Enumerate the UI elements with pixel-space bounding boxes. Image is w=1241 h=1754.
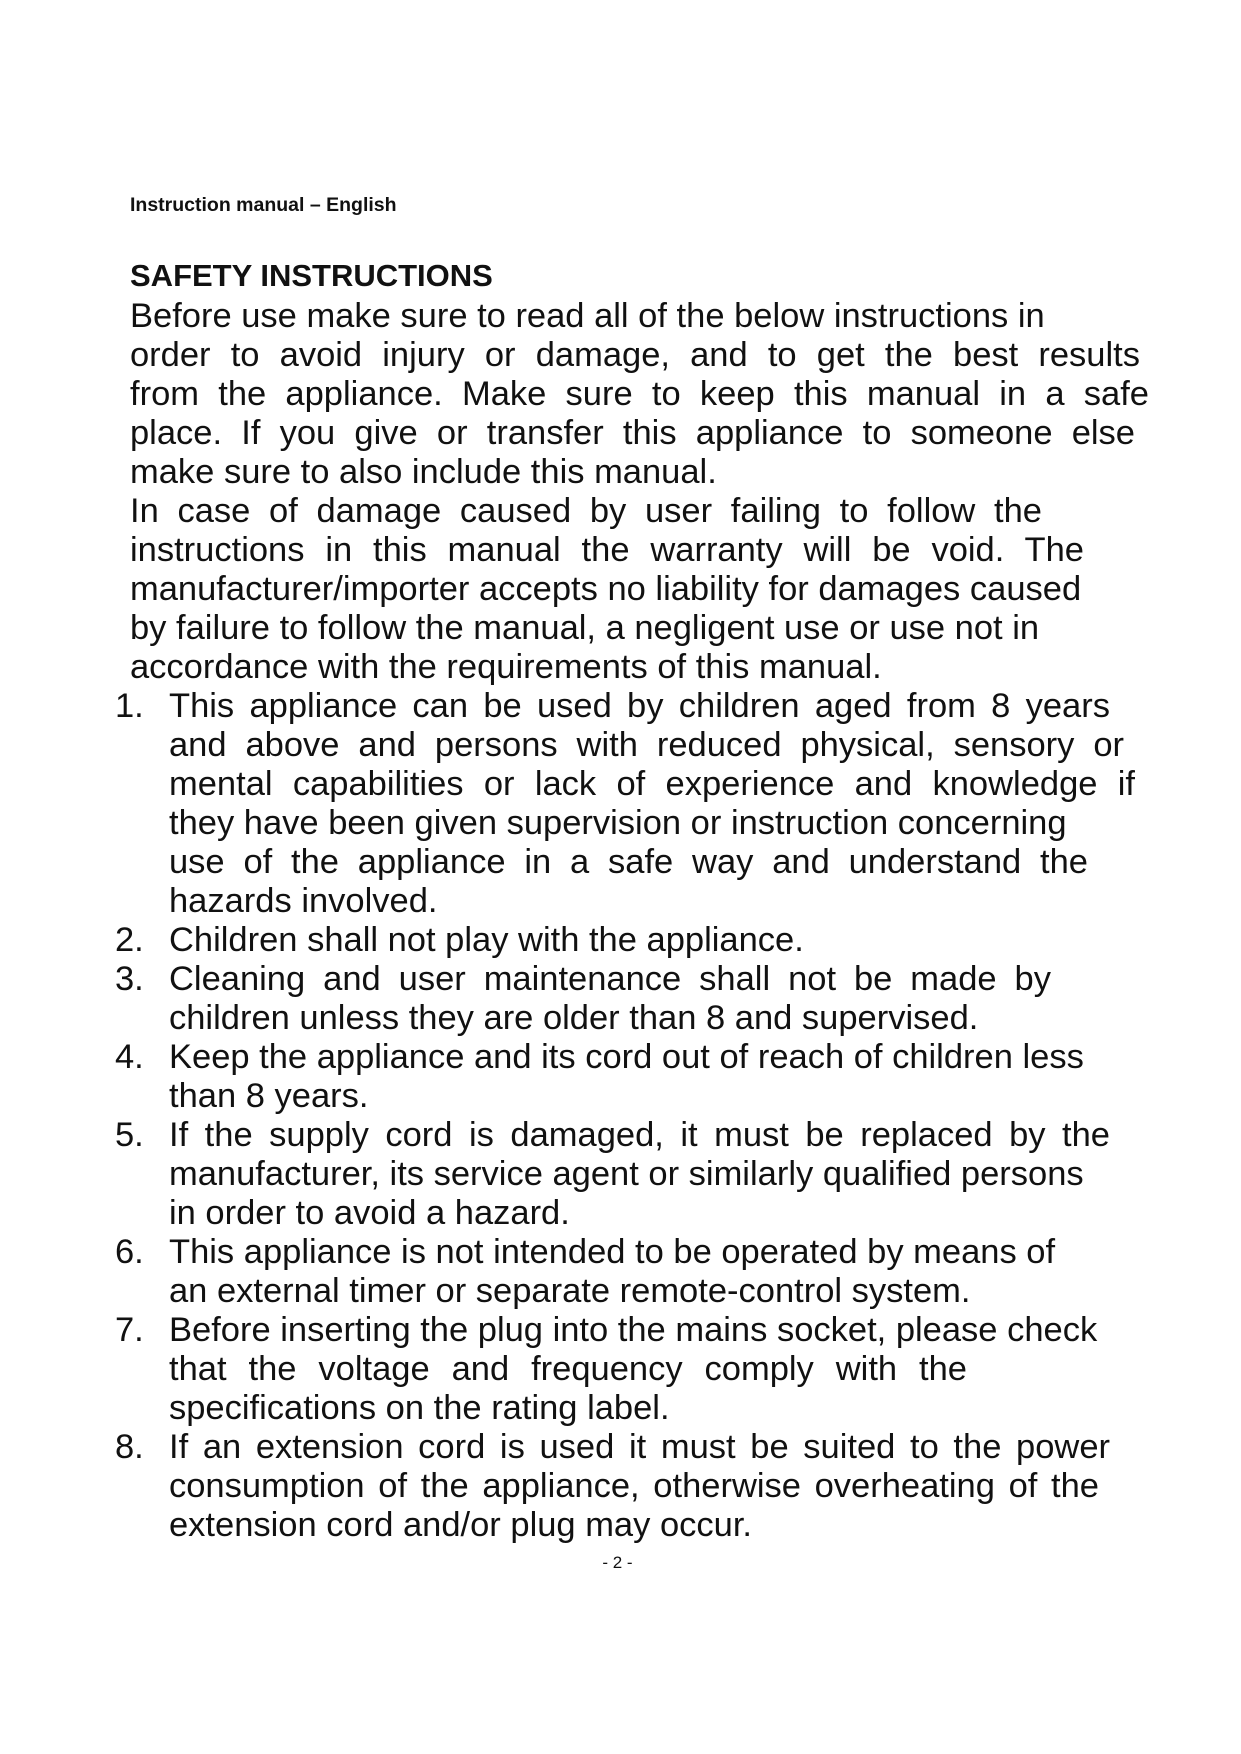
list-item-first-line <box>115 1116 1110 1155</box>
list-item-line: Keep the appliance and its cord out of reach of children less <box>169 1038 1084 1076</box>
list-item-line: Before inserting the plug into the mains socket, please check <box>169 1311 1098 1349</box>
list-item <box>0 687 1241 921</box>
list-item-number: 8. <box>115 1428 144 1466</box>
intro-line: manufacturer/importer accepts no liability for damages caused <box>130 570 1082 608</box>
intro-line: order to avoid injury or damage, and to get the best results <box>130 336 1140 374</box>
list-item-first-line <box>115 687 1110 726</box>
list-item-line: Children shall not play with the appliance. <box>169 921 804 959</box>
list-item <box>0 1233 1241 1311</box>
list-item-first-line <box>115 921 1241 960</box>
list-item <box>0 960 1241 1038</box>
list-item-line: consumption of the appliance, otherwise overheating of the <box>169 1467 1099 1505</box>
intro-line: instructions in this manual the warranty will be void. The <box>130 531 1084 569</box>
list-item-number: 1. <box>115 687 144 725</box>
intro-line: from the appliance. Make sure to keep this manual in a safe <box>130 375 1149 413</box>
list-item-line: This appliance is not intended to be operated by means of <box>169 1233 1056 1271</box>
list-item-number: 3. <box>115 960 144 998</box>
list-item-number: 6. <box>115 1233 144 1271</box>
list-item-line: mental capabilities or lack of experience and knowledge if <box>169 765 1135 803</box>
list-item-line: they have been given supervision or instruction concerning <box>169 804 1067 842</box>
list-item-first-line <box>115 1038 1241 1077</box>
list-item-first-line <box>115 1311 1241 1350</box>
page-number: - 2 - <box>602 1553 633 1572</box>
intro-paragraph <box>0 297 1241 687</box>
list-item <box>0 1428 1241 1545</box>
list-item-line: manufacturer, its service agent or similarly qualified persons <box>169 1155 1084 1193</box>
list-item <box>0 921 1241 960</box>
list-item-line: use of the appliance in a safe way and understand the <box>169 843 1088 881</box>
list-item-line: extension cord and/or plug may occur. <box>169 1506 752 1544</box>
list-item-first-line <box>115 1233 1241 1272</box>
list-item <box>0 1116 1241 1233</box>
list-item-line: If the supply cord is damaged, it must be replaced by the <box>169 1116 1110 1154</box>
list-item-line: This appliance can be used by children aged from 8 years <box>169 687 1110 725</box>
list-item-first-line <box>115 960 1051 999</box>
list-item-number: 5. <box>115 1116 144 1154</box>
intro-line: by failure to follow the manual, a negligent use or use not in <box>130 609 1040 647</box>
safety-instructions-body <box>0 297 1241 1545</box>
list-item-line: children unless they are older than 8 and supervised. <box>169 999 979 1037</box>
safety-list <box>0 687 1241 1545</box>
intro-line: In case of damage caused by user failing to follow the <box>130 492 1042 530</box>
list-item-line: than 8 years. <box>169 1077 369 1115</box>
list-item <box>0 1038 1241 1116</box>
intro-line: Before use make sure to read all of the below instructions in <box>130 297 1045 335</box>
document-header: Instruction manual – English <box>130 194 397 216</box>
list-item-number: 4. <box>115 1038 144 1076</box>
list-item-line: hazards involved. <box>169 882 438 920</box>
list-item-line: in order to avoid a hazard. <box>169 1194 570 1232</box>
intro-line: make sure to also include this manual. <box>130 453 717 491</box>
list-item-first-line <box>115 1428 1110 1467</box>
list-item-line: and above and persons with reduced physical, sensory or <box>169 726 1124 764</box>
list-item-number: 7. <box>115 1311 144 1349</box>
list-item <box>0 1311 1241 1428</box>
intro-line: accordance with the requirements of this manual. <box>130 648 882 686</box>
list-item-line: that the voltage and frequency comply with the <box>169 1350 967 1388</box>
list-item-number: 2. <box>115 921 144 959</box>
section-title: SAFETY INSTRUCTIONS <box>130 258 493 293</box>
list-item-line: an external timer or separate remote-control system. <box>169 1272 971 1310</box>
list-item-line: specifications on the rating label. <box>169 1389 670 1427</box>
intro-line: place. If you give or transfer this appliance to someone else <box>130 414 1135 452</box>
list-item-line: If an extension cord is used it must be suited to the power <box>169 1428 1110 1466</box>
list-item-line: Cleaning and user maintenance shall not be made by <box>169 960 1051 998</box>
